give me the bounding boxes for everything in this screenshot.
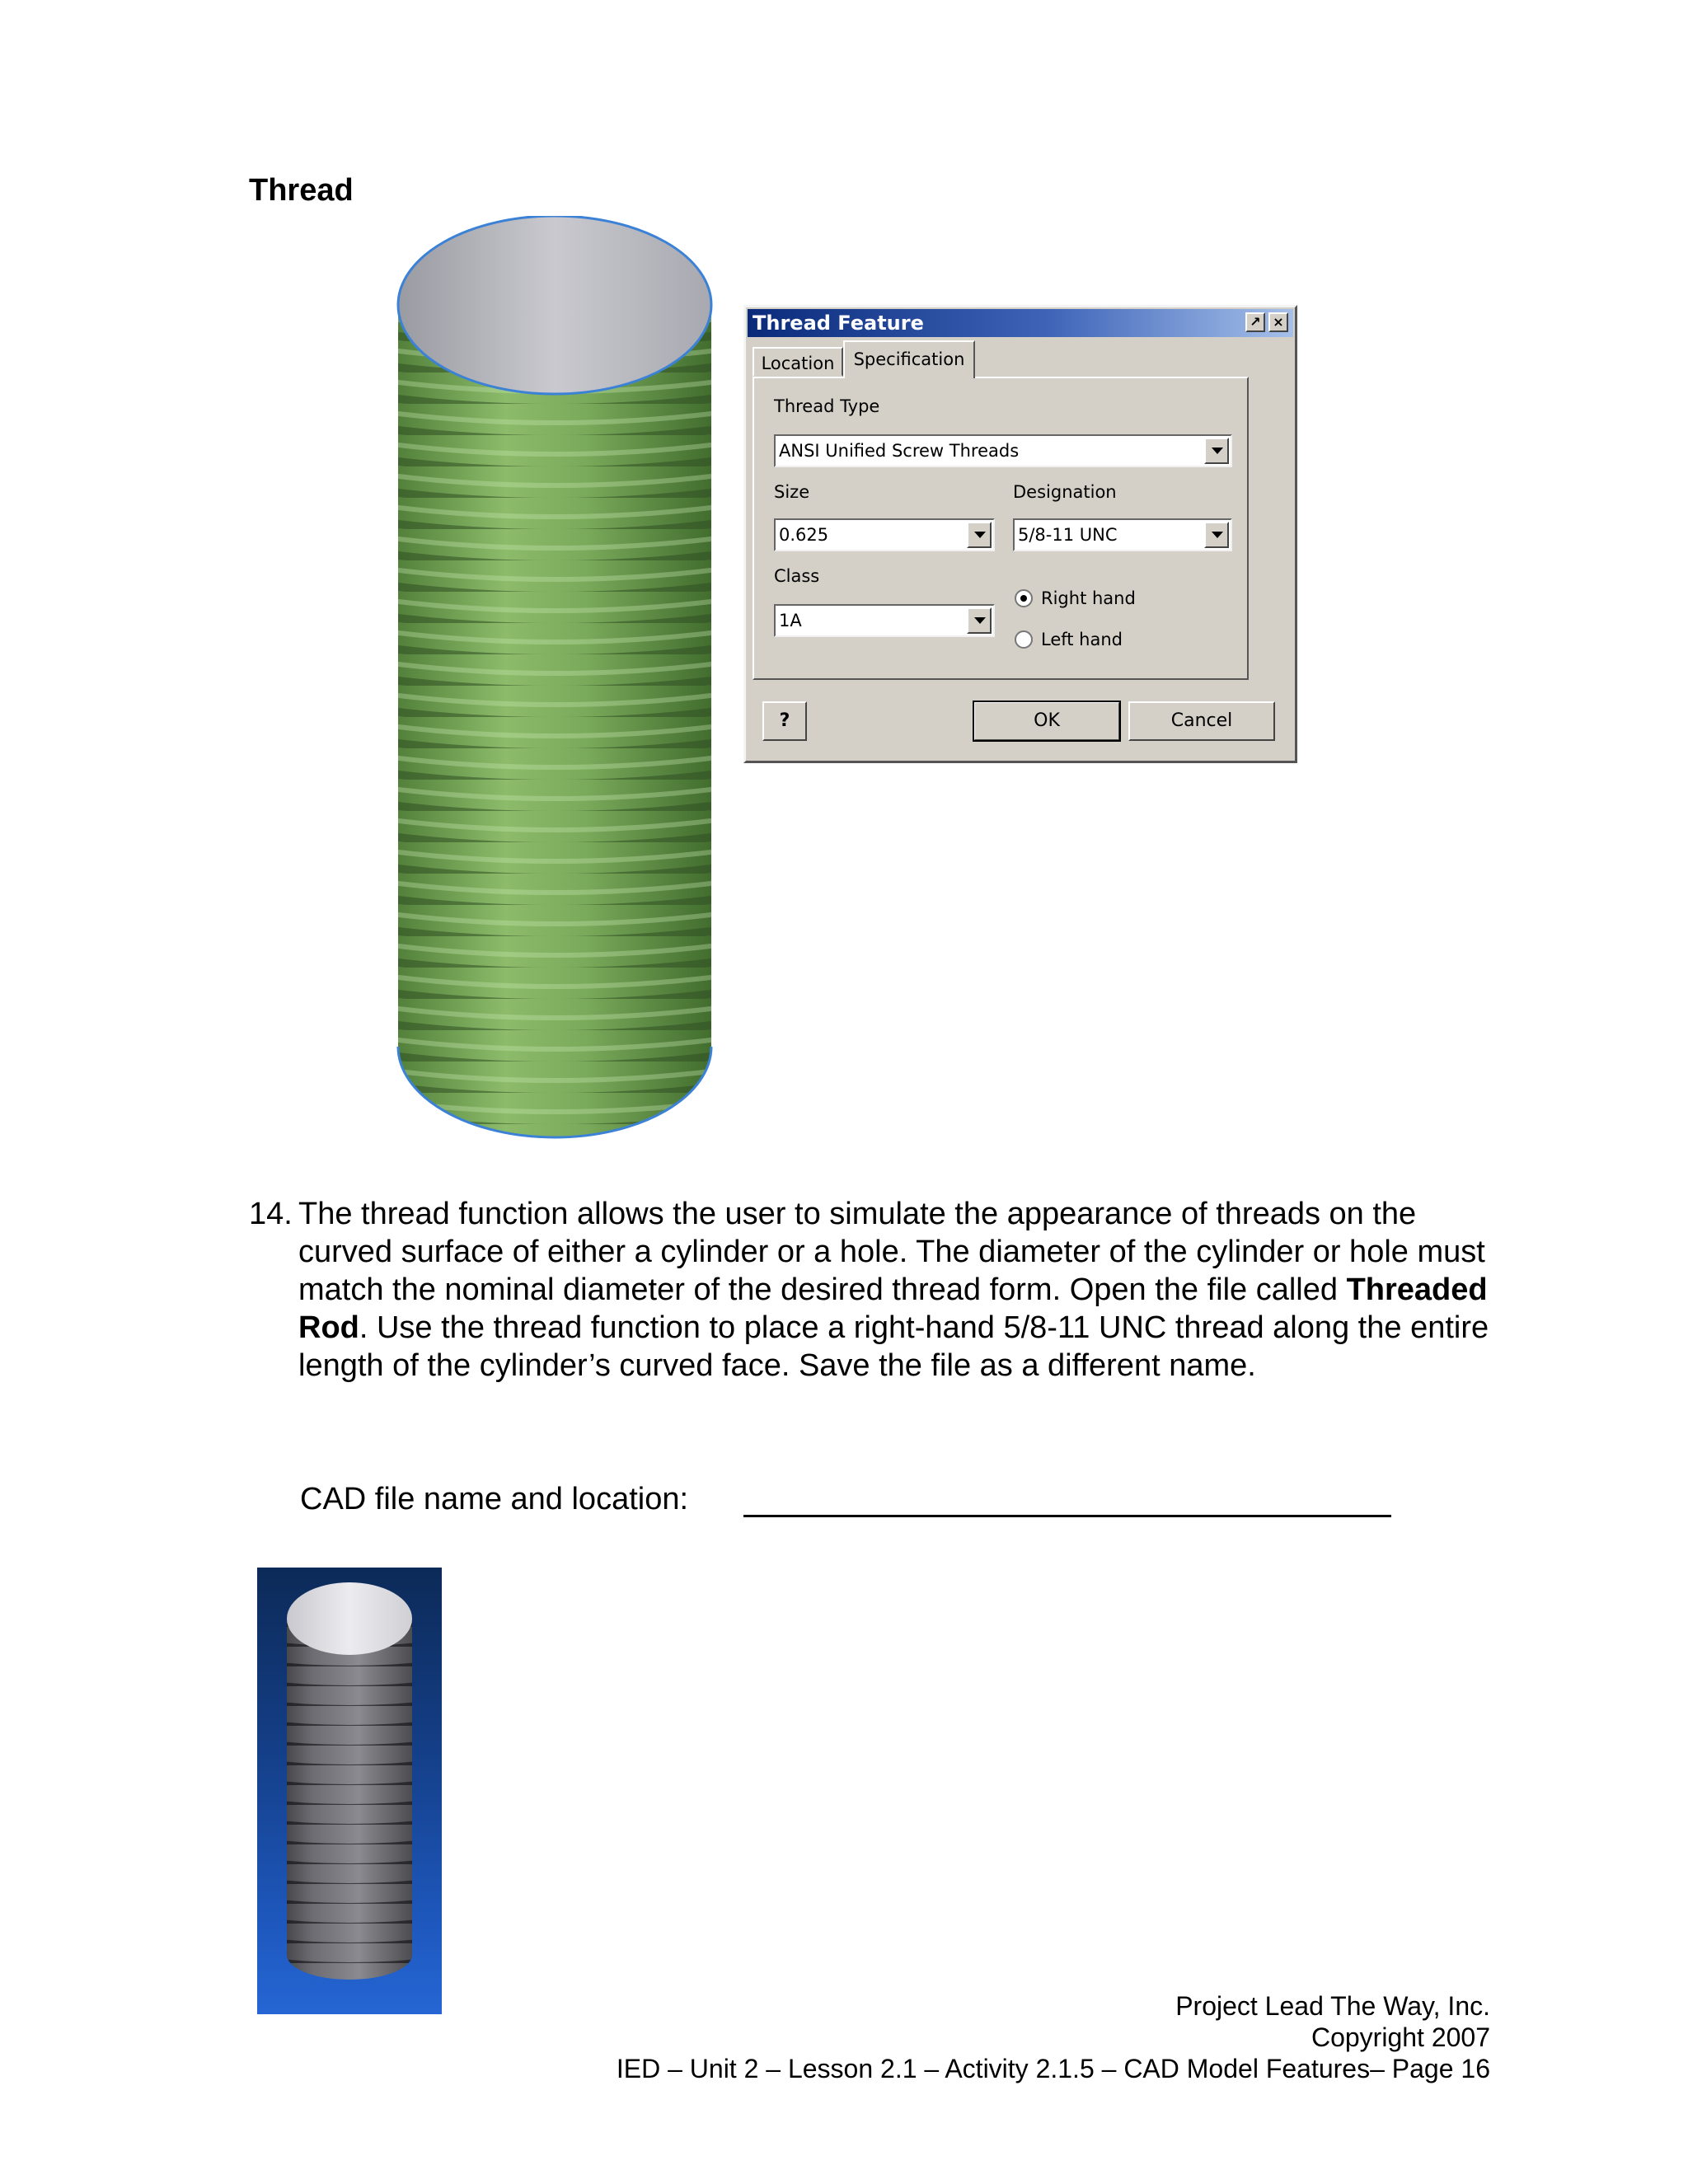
cancel-button[interactable]: Cancel — [1128, 701, 1275, 741]
cad-file-answer-line — [743, 1515, 1391, 1517]
thread-type-dropdown[interactable] — [774, 434, 1232, 467]
designation-value: 5/8-11 UNC — [1018, 525, 1118, 545]
size-value: 0.625 — [779, 525, 829, 545]
dialog-title: Thread Feature — [753, 312, 924, 335]
right-hand-label[interactable]: Right hand — [1041, 588, 1136, 608]
thread-type-value: ANSI Unified Screw Threads — [779, 441, 1020, 461]
rod-top-face — [287, 1582, 412, 1655]
specification-panel — [753, 377, 1249, 680]
chevron-down-icon[interactable] — [1204, 438, 1229, 464]
threaded-rod-image — [257, 1568, 442, 2014]
pin-icon[interactable]: ↗ — [1245, 312, 1265, 332]
left-hand-label[interactable]: Left hand — [1041, 630, 1123, 649]
step-text — [298, 1195, 1502, 1385]
step-text-before: The thread function allows the user to simulate the appearance of threads on the curved surface of either a cylinder or a hole. The diameter of the cylinder or hole must match the nominal diameter of the desired thread form. Open the file called — [298, 1197, 1485, 1307]
tab-specification[interactable]: Specification — [843, 340, 975, 378]
chevron-down-icon[interactable] — [967, 522, 992, 548]
threaded-rod-render — [257, 1568, 442, 2014]
thread-type-label: Thread Type — [774, 396, 880, 416]
cylinder-body — [398, 305, 711, 1137]
size-dropdown[interactable] — [774, 518, 995, 551]
class-value: 1A — [779, 611, 802, 630]
ok-button[interactable]: OK — [973, 701, 1120, 741]
step-number: 14. — [249, 1197, 293, 1231]
right-hand-radio[interactable] — [1015, 589, 1033, 607]
designation-dropdown[interactable] — [1013, 518, 1232, 551]
step-text-after: . Use the thread function to place a right-hand 5/8-11 UNC thread along the entire length of the cylinder’s curved face. Save the file as a different name. — [298, 1310, 1489, 1383]
chevron-down-icon[interactable] — [1204, 522, 1229, 548]
thread-cylinder-figure — [392, 216, 718, 1142]
step-text-bold: Threaded Rod — [298, 1272, 1488, 1345]
close-icon[interactable]: × — [1268, 312, 1288, 332]
left-hand-radio[interactable] — [1015, 630, 1033, 649]
page-footer — [617, 1990, 1490, 2084]
cad-file-prompt: CAD file name and location: — [300, 1482, 689, 1516]
rod-body — [287, 1619, 412, 1980]
class-label: Class — [774, 566, 820, 586]
help-button[interactable]: ? — [762, 701, 807, 741]
footer-org: Project Lead The Way, Inc. — [1175, 1991, 1490, 2021]
section-title: Thread — [249, 173, 354, 208]
dialog-titlebar[interactable] — [748, 309, 1293, 337]
tab-location[interactable]: Location — [753, 347, 843, 377]
class-dropdown[interactable] — [774, 604, 995, 637]
designation-label: Designation — [1013, 482, 1117, 502]
size-label: Size — [774, 482, 810, 502]
step-14-paragraph — [249, 1195, 1502, 1385]
chevron-down-icon[interactable] — [967, 607, 992, 634]
footer-copyright: Copyright 2007 — [1311, 2022, 1490, 2052]
cylinder-top-face — [398, 216, 711, 394]
thread-feature-dialog — [743, 305, 1297, 763]
footer-course-info: IED – Unit 2 – Lesson 2.1 – Activity 2.1.5 – CAD Model Features– Page 16 — [616, 2054, 1490, 2083]
